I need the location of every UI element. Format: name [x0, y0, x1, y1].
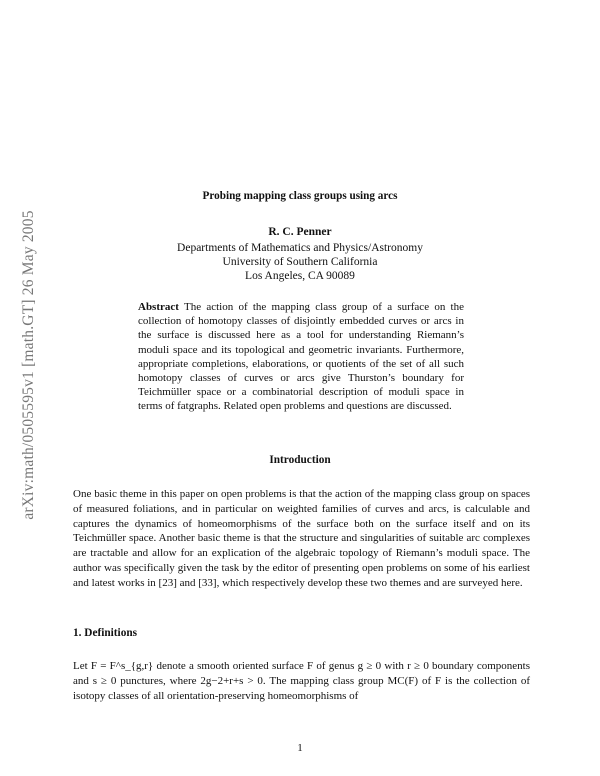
arxiv-id: arXiv:math/0505595v1 [math.GT] 26 May 2005 [20, 210, 37, 520]
definitions-heading: 1. Definitions [73, 627, 138, 639]
introduction-heading: Introduction [269, 454, 331, 466]
affiliation-line-1: Departments of Mathematics and Physics/Astronomy [177, 242, 423, 254]
arxiv-sidebar-stamp [16, 155, 42, 575]
abstract [138, 300, 464, 414]
introduction-paragraph: One basic theme in this paper on open problems is that the action of the mapping class group on spaces of measured foliations, and in particular on weighted families of curves and arcs, is calculable and captures the dynamics of homeomorphisms of the surface both on the surface itself and on its Teichmüller space. Another basic theme is that the structure and singularities of suitable arc complexes are tractable and allow for an explication of the algebraic topology of Riemann’s moduli space. The author was specifically given the task by the editor of presenting open problems on some of his earliest and latest works in [23] and [33], which respectively develop these two themes and are surveyed here. [73, 488, 530, 589]
abstract-label: Abstract [138, 301, 179, 313]
affiliation-line-2: University of Southern California [222, 256, 378, 268]
page-number: 1 [297, 742, 303, 754]
definitions-paragraph: Let F = F^s_{g,r} denote a smooth oriented surface F of genus g ≥ 0 with r ≥ 0 boundary components and s ≥ 0 punctures, where 2g−2+r+s > 0. The mapping class group MC(F) of F is the collection of isotopy classes of all orientation-preserving homeomorphisms of [73, 660, 530, 702]
affiliation-line-3: Los Angeles, CA 90089 [245, 270, 355, 282]
author-name: R. C. Penner [268, 226, 332, 238]
paper-title: Probing mapping class groups using arcs [202, 190, 398, 202]
abstract-text: The action of the mapping class group of a surface on the collection of homotopy classes of disjointly embedded curves or arcs in the surface is discussed here as a tool for understanding Riemann’s moduli space and its topological and geometric invariants. Furthermore, appropriate completions, elaborations, or quotients of the set of all such homotopy classes of curves or arcs give Thurston’s boundary for Teichmüller space or a combinatorial description of moduli space in terms of fatgraphs. Related open problems and questions are discussed. [138, 301, 464, 413]
